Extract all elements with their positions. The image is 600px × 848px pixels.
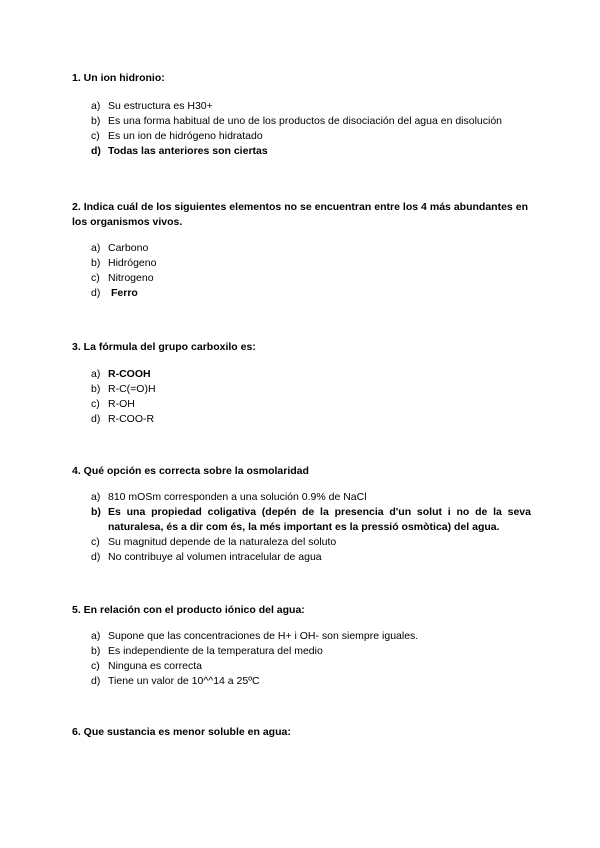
option-correct: a) R-COOH [91, 368, 151, 380]
option: c) Es un ion de hidrógeno hidratado [91, 130, 263, 142]
option: d) R-COO-R [91, 413, 155, 425]
option-correct: d) Ferro [91, 287, 138, 299]
question-2-options [91, 241, 531, 301]
option-correct: b) Es una propiedad coligativa (depén de la presencia d'un solut i no de la seva naturalesa, és a dir com és, la més important es la pressió osmòtica) del agua. [91, 506, 531, 533]
question-4-title: 4. Qué opción es correcta sobre la osmolaridad [72, 465, 309, 477]
question-5-options [91, 629, 531, 689]
question-6-title: 6. Que sustancia es menor soluble en agua: [72, 726, 291, 738]
question-1-options [91, 99, 531, 159]
option: c) Ninguna es correcta [91, 660, 202, 672]
option: c) R-OH [91, 398, 135, 410]
option-correct: d) Todas las anteriores son ciertas [91, 145, 268, 157]
option: b) Hidrógeno [91, 257, 157, 269]
question-1-title: 1. Un ion hidronio: [72, 72, 165, 84]
option: d) Tiene un valor de 10^^14 a 25ºC [91, 675, 260, 687]
option: d) No contribuye al volumen intracelular de agua [91, 551, 322, 563]
option: c) Nitrogeno [91, 272, 154, 284]
question-2-title: 2. Indica cuál de los siguientes elementos no se encuentran entre los 4 más abundantes en los organismos vivos. [72, 201, 528, 228]
option: b) Es independiente de la temperatura del medio [91, 645, 323, 657]
question-5-title: 5. En relación con el producto iónico del agua: [72, 604, 305, 616]
option: a) Supone que las concentraciones de H+ i OH- son siempre iguales. [91, 630, 419, 642]
option: b) Es una forma habitual de uno de los productos de disociación del agua en disolución [91, 115, 503, 127]
question-3-options [91, 367, 531, 427]
option: c) Su magnitud depende de la naturaleza del soluto [91, 536, 337, 548]
option: a) Su estructura es H30+ [91, 100, 213, 112]
question-4-options [91, 490, 531, 565]
option: a) Carbono [91, 242, 149, 254]
question-3-title: 3. La fórmula del grupo carboxilo es: [72, 341, 256, 353]
option: a) 810 mOSm corresponden a una solución 0.9% de NaCl [91, 491, 367, 503]
option: b) R-C(=O)H [91, 383, 156, 395]
